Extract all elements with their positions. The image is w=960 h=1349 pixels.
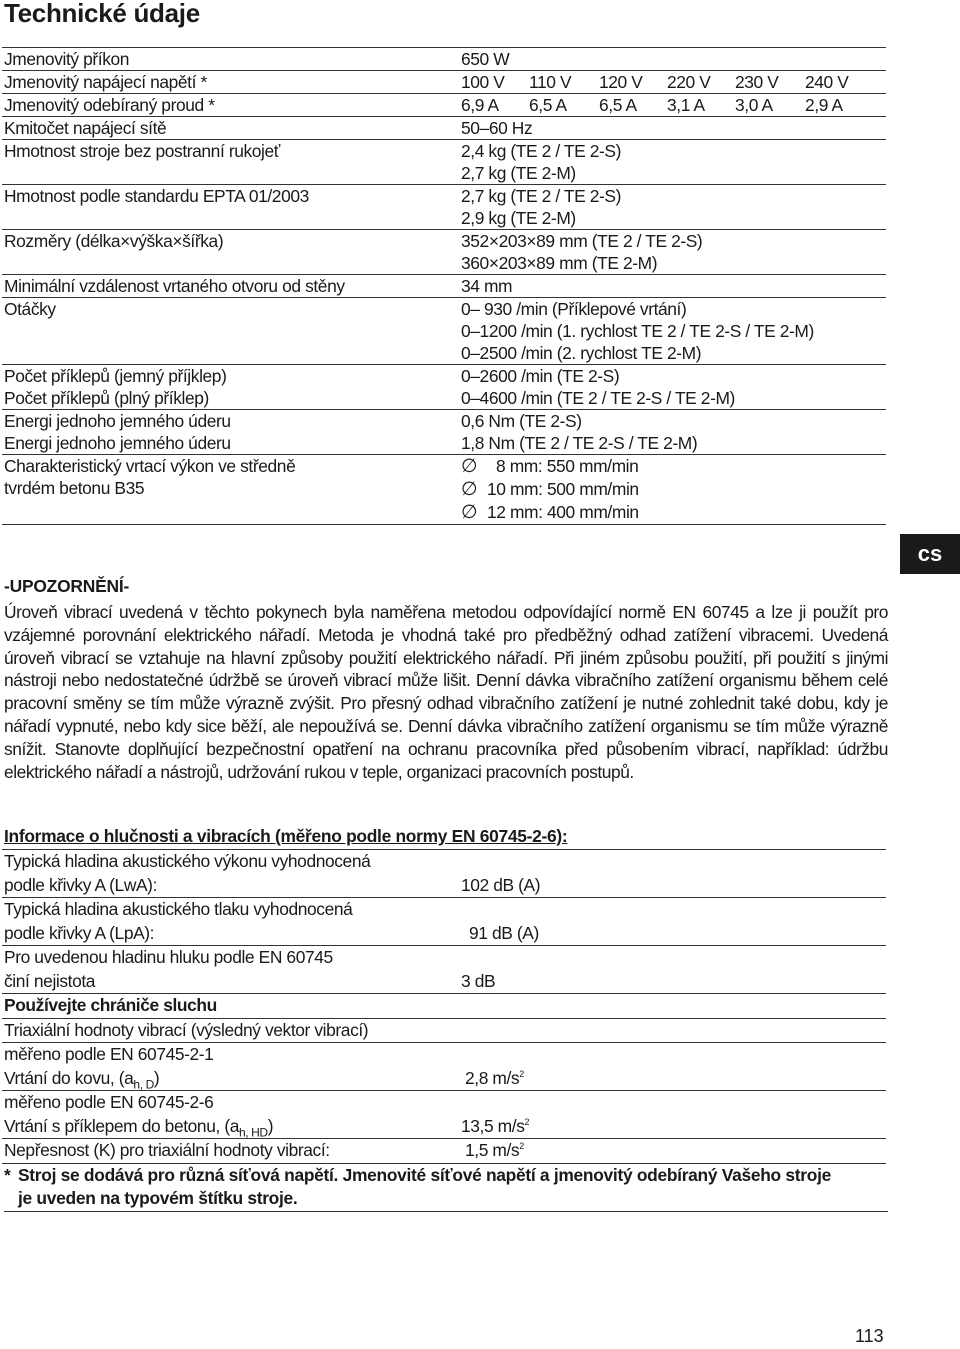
footnote bbox=[4, 1164, 888, 1212]
noise-label-line: měřeno podle EN 60745-2-1 bbox=[4, 1044, 214, 1064]
noise-label-line: Vrtání do kovu, $(a_{h, D})$ bbox=[4, 1067, 160, 1091]
warning-heading: -UPOZORNĚNÍ- bbox=[4, 576, 130, 596]
spec-value bbox=[461, 410, 886, 454]
spec-value-line: 0–2500 /min (2. rychlost TE 2-M) bbox=[461, 343, 702, 363]
noise-row-ear-protection bbox=[2, 994, 886, 1019]
noise-label bbox=[2, 850, 461, 897]
spec-row-speed bbox=[2, 298, 886, 365]
vibration-intro-label: Triaxiální hodnoty vibrací (výsledný vektor vibrací) bbox=[4, 1019, 369, 1040]
current-value: 2,9 A bbox=[805, 95, 843, 115]
noise-value: 13,5 $m/s^2$ bbox=[461, 1115, 530, 1136]
spec-row-impacts bbox=[2, 365, 886, 410]
spec-value-line bbox=[461, 501, 886, 524]
spec-value-line: 1,8 Nm (TE 2 / TE 2-S / TE 2-M) bbox=[461, 433, 698, 453]
noise-row-uncertainty bbox=[2, 946, 886, 994]
spec-value-line: 0– 930 /min (Příklepové vrtání) bbox=[461, 299, 687, 319]
spec-value-line: 0–4600 /min (TE 2 / TE 2-S / TE 2-M) bbox=[461, 388, 735, 408]
noise-label bbox=[2, 1043, 461, 1090]
noise-row-sound-pressure bbox=[2, 898, 886, 946]
spec-row-weight-no-handle bbox=[2, 140, 886, 185]
spec-value-line: 352×203×89 mm (TE 2 / TE 2-S) bbox=[461, 231, 703, 251]
noise-row-hammer-drilling bbox=[2, 1091, 886, 1139]
noise-label bbox=[2, 898, 461, 945]
noise-label-line: podle křivky A (LpA): bbox=[4, 922, 155, 943]
spec-value-line bbox=[461, 478, 886, 501]
spec-value-line: 2,7 kg (TE 2-M) bbox=[461, 163, 576, 183]
noise-table bbox=[2, 849, 886, 1164]
spec-label: Kmitočet napájecí sítě bbox=[4, 118, 167, 138]
spec-value-line bbox=[461, 455, 886, 478]
drill-rate: 8 mm: 550 mm/min bbox=[496, 456, 639, 476]
spec-label-line: Charakteristický vrtací výkon ve středně bbox=[4, 456, 296, 476]
voltage-value: 120 V bbox=[599, 72, 643, 92]
current-value: 6,5 A bbox=[529, 95, 567, 115]
spec-value: 50–60 Hz bbox=[461, 118, 533, 138]
noise-label-line: činí nejistota bbox=[4, 970, 96, 991]
spec-value bbox=[461, 185, 886, 229]
warning-text: Úroveň vibrací uvedená v těchto pokynech byla naměřena metodou odpovídající normě EN 60745 a lze ji použít pro vzájemné porovnání elektrického nářadí. Metoda je vhodná také pro předběžný odhad zatížení vibracemi. Uvedená úroveň vibrací se vztahuje na hlavní způsoby použití elektrického nářadí. Při jiném způsobu použití, při použití s jinými nástroji nebo nedostatečné údržbě se úroveň vibrací může lišit. Denní dávka vibračního zatížení organismu během celé pracovní směny se tím může výrazně zvýšit. Pro přesný odhad vibračního zatížení je nutné zohlednit také dobu, kdy je nářadí vypnuté, nebo kdy sice běží, ale nepoužívá se. Denní dávka vibračního zatížení organismu se tím může výrazně snížit. Stanovte doplňující bezpečnostní opatření na ochranu pracovníka před působením vibrací, například: údržbu elektrického nářadí a nástrojů, udržování rukou v teple, organizaci pracovních postupů. bbox=[4, 602, 888, 782]
noise-label-line: Pro uvedenou hladinu hluku podle EN 60745 bbox=[4, 947, 333, 967]
spec-value-line: 2,9 kg (TE 2-M) bbox=[461, 208, 576, 228]
noise-label-line: Typická hladina akustického výkonu vyhodnocená bbox=[4, 851, 371, 871]
spec-label: Jmenovitý napájecí napětí * bbox=[4, 72, 207, 92]
noise-heading: Informace o hlučnosti a vibracích (měřeno podle normy EN 60745-2-6): bbox=[4, 826, 568, 846]
spec-label bbox=[2, 410, 461, 454]
noise-value: 2,8 $m/s^2$ bbox=[465, 1067, 524, 1088]
page-number: 113 bbox=[855, 1326, 884, 1346]
noise-label-line: podle křivky A (LwA): bbox=[4, 874, 158, 895]
spec-value: 650 W bbox=[461, 49, 510, 69]
spec-label: Minimální vzdálenost vrtaného otvoru od stěny bbox=[4, 276, 345, 296]
spec-value-line: 2,4 kg (TE 2 / TE 2-S) bbox=[461, 141, 622, 161]
spec-row-dimensions bbox=[2, 230, 886, 275]
current-value: 3,1 A bbox=[667, 95, 705, 115]
spec-value-line: 0–1200 /min (1. rychlost TE 2 / TE 2-S / TE 2-M) bbox=[461, 321, 814, 341]
noise-value: 91 dB (A) bbox=[469, 922, 539, 943]
spec-label: Hmotnost podle standardu EPTA 01/2003 bbox=[4, 186, 309, 206]
spec-value bbox=[461, 230, 886, 274]
spec-row-frequency bbox=[2, 117, 886, 140]
spec-label-line: Energi jednoho jemného úderu bbox=[4, 411, 231, 431]
noise-label-line: Vrtání s příklepem do betonu, $(a_{h, HD})$ bbox=[4, 1115, 274, 1139]
noise-label-line: Typická hladina akustického tlaku vyhodnocená bbox=[4, 899, 353, 919]
spec-value-line: 2,7 kg (TE 2 / TE 2-S) bbox=[461, 186, 622, 206]
spec-value bbox=[461, 455, 886, 524]
spec-label: Jmenovitý příkon bbox=[4, 49, 130, 69]
spec-row-rated-power bbox=[2, 48, 886, 71]
page-title: Technické údaje bbox=[4, 0, 200, 28]
current-value: 6,5 A bbox=[599, 95, 637, 115]
voltage-value: 100 V bbox=[461, 72, 505, 92]
ear-protection-label: Používejte chrániče sluchu bbox=[4, 995, 217, 1015]
spec-row-impact-energy bbox=[2, 410, 886, 455]
footnote-star: * bbox=[4, 1165, 11, 1185]
spec-value-line: 0,6 Nm (TE 2-S) bbox=[461, 411, 582, 431]
spec-label-line: Počet příklepů (jemný příjklep) bbox=[4, 366, 227, 386]
spec-label bbox=[2, 455, 461, 524]
spec-row-rated-voltage bbox=[2, 71, 886, 94]
voltage-value: 220 V bbox=[667, 72, 711, 92]
language-tab: cs bbox=[900, 534, 960, 574]
spec-row-weight-epta bbox=[2, 185, 886, 230]
spec-value bbox=[461, 298, 886, 364]
footnote-line: je uveden na typovém štítku stroje. bbox=[18, 1187, 298, 1208]
noise-row-vib-uncertainty bbox=[2, 1139, 886, 1164]
noise-value: 3 dB bbox=[461, 970, 496, 991]
spec-value-list bbox=[461, 71, 886, 93]
spec-label: Otáčky bbox=[4, 299, 56, 319]
current-value: 6,9 A bbox=[461, 95, 499, 115]
voltage-value: 110 V bbox=[529, 72, 572, 92]
spec-table bbox=[2, 47, 886, 525]
diameter-icon: ∅ bbox=[461, 456, 478, 477]
spec-row-min-distance bbox=[2, 275, 886, 298]
spec-row-rated-current bbox=[2, 94, 886, 117]
spec-row-drilling-performance bbox=[2, 455, 886, 525]
drill-rate: 12 mm: 400 mm/min bbox=[487, 502, 639, 522]
spec-value: 34 mm bbox=[461, 276, 513, 296]
spec-value-line: 0–2600 /min (TE 2-S) bbox=[461, 366, 620, 386]
spec-label-line: Počet příklepů (plný příklep) bbox=[4, 388, 209, 408]
spec-label-line: Energi jednoho jemného úderu bbox=[4, 433, 231, 453]
noise-label-line: měřeno podle EN 60745-2-6 bbox=[4, 1092, 214, 1112]
diameter-icon: ∅ bbox=[461, 479, 478, 500]
noise-value: 1,5 $m/s^2$ bbox=[465, 1140, 524, 1160]
footnote-line: * Stroj se dodává pro různá síťová napětí. Jmenovité síťové napětí a jmenovitý odebíraný Vašeho stroje bbox=[4, 1165, 831, 1185]
noise-label: Nepřesnost (K) pro triaxiální hodnoty vibrací: bbox=[4, 1140, 330, 1160]
current-value: 3,0 A bbox=[735, 95, 773, 115]
noise-label bbox=[2, 1091, 461, 1138]
spec-value bbox=[461, 365, 886, 409]
voltage-value: 240 V bbox=[805, 72, 849, 92]
spec-value-list bbox=[461, 94, 886, 116]
spec-label: Hmotnost stroje bez postranní rukojeť bbox=[4, 141, 280, 161]
voltage-value: 230 V bbox=[735, 72, 779, 92]
diameter-icon: ∅ bbox=[461, 502, 478, 523]
noise-row-drilling-metal bbox=[2, 1043, 886, 1091]
spec-label: Rozměry (délka×výška×šířka) bbox=[4, 231, 224, 251]
spec-value-line: 360×203×89 mm (TE 2-M) bbox=[461, 253, 658, 273]
drill-rate: 10 mm: 500 mm/min bbox=[487, 479, 639, 499]
noise-row-sound-power bbox=[2, 850, 886, 898]
spec-value bbox=[461, 140, 886, 184]
spec-label-line: tvrdém betonu B35 bbox=[4, 478, 145, 498]
noise-row-vibration-intro bbox=[2, 1019, 886, 1044]
spec-label bbox=[2, 365, 461, 409]
spec-label: Jmenovitý odebíraný proud * bbox=[4, 95, 215, 115]
noise-value: 102 dB (A) bbox=[461, 874, 541, 895]
noise-label bbox=[2, 946, 461, 993]
